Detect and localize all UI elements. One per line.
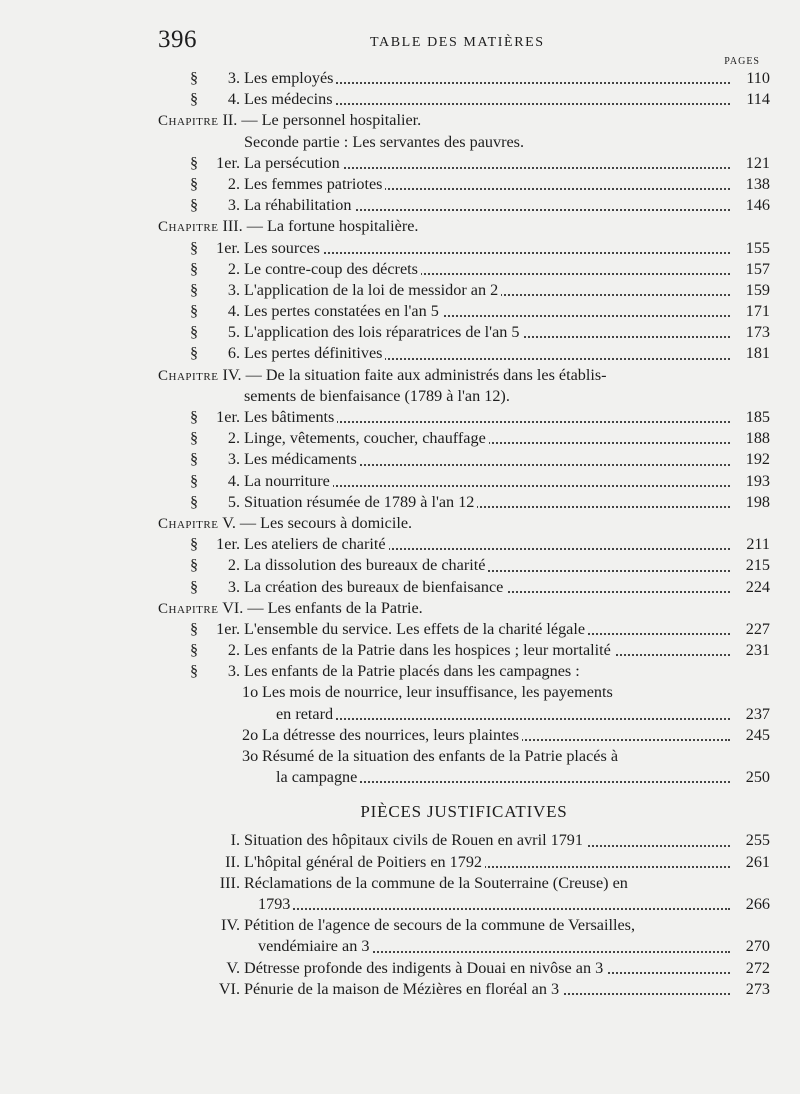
entry-title: Les employés <box>244 69 336 87</box>
sub-entry-number: 1o <box>242 683 259 702</box>
sub-entry-number: 3o <box>242 747 259 765</box>
page-number: 396 <box>158 26 197 53</box>
entry-title: L'ensemble du service. Les effets de la charité légale <box>244 620 588 638</box>
entry-number: 1er. <box>216 153 240 172</box>
entry-page: 227 <box>745 619 770 638</box>
entry-number: 2. <box>227 174 240 193</box>
roman-number: I. <box>230 831 240 850</box>
entry-title: Les ateliers de charité <box>244 535 389 553</box>
entry-title: Situation des hôpitaux civils de Rouen en avril 1791 <box>244 831 586 849</box>
entry-title: La réhabilitation <box>244 196 354 214</box>
section-sign: § <box>190 280 199 299</box>
entry-number: 3. <box>227 196 240 215</box>
entry-page: 159 <box>745 280 770 299</box>
section-sign: § <box>190 662 199 681</box>
chapter-title: III. — La fortune hospitalière. <box>222 217 419 236</box>
chapter-heading <box>158 365 770 386</box>
section-sign: § <box>190 577 199 596</box>
section-sign: § <box>190 471 199 490</box>
chapter-title-continuation <box>158 386 770 407</box>
toc-entry <box>158 534 770 555</box>
entry-title: Les femmes patriotes <box>244 175 385 193</box>
section-sign: § <box>190 344 199 363</box>
entry-title: Situation résumée de 1789 à l'an 12 <box>244 493 477 511</box>
entry-number: 1er. <box>216 238 240 257</box>
roman-number: VI. <box>218 979 240 998</box>
pieces-entry-continuation <box>158 894 770 915</box>
toc-entry <box>158 174 770 195</box>
running-title: TABLE DES MATIÈRES <box>370 35 545 50</box>
entry-number: 3. <box>227 280 240 299</box>
entry-page: 231 <box>745 641 770 660</box>
sub-entry-title: La détresse des nourrices, leurs plaintes <box>262 726 522 744</box>
entry-title: Pénurie de la maison de Mézières en floréal an 3 <box>244 980 562 998</box>
entry-page: 171 <box>745 302 770 321</box>
sub-entry-title: Les mois de nourrice, leur insuffisance, les payements <box>262 683 613 702</box>
entry-page: 237 <box>745 704 770 723</box>
chapter-subtitle-row <box>158 132 770 153</box>
entry-page: 114 <box>746 90 770 109</box>
sub-entry-title-line2: la campagne <box>276 768 360 786</box>
entry-page: 261 <box>745 852 770 871</box>
entry-title: Les pertes définitives <box>244 344 385 362</box>
chapter-heading <box>158 216 770 237</box>
section-sign: § <box>190 302 199 321</box>
entry-page: 224 <box>745 577 770 596</box>
chapter-heading <box>158 513 770 534</box>
toc-entry <box>158 301 770 322</box>
section-sign: § <box>190 69 199 87</box>
toc-entry <box>158 428 770 449</box>
entry-number: 4. <box>227 90 240 109</box>
entry-title: L'application des lois réparatrices de l'an 5 <box>244 323 523 341</box>
entry-number: 2. <box>227 429 240 448</box>
chapter-label: Chapitre <box>158 113 219 130</box>
section-sign: § <box>190 641 199 660</box>
section-sign: § <box>190 238 199 257</box>
section-sign: § <box>190 196 199 215</box>
entry-page: 157 <box>745 259 770 278</box>
table-of-contents <box>158 68 770 1000</box>
entry-page: 215 <box>745 556 770 575</box>
roman-number: III. <box>219 873 240 892</box>
entry-title: Les enfants de la Patrie dans les hospices ; leur mortalité <box>244 641 614 659</box>
section-sign: § <box>190 259 199 278</box>
entry-title: Les médecins <box>244 90 336 108</box>
pieces-entry <box>158 873 770 894</box>
entry-number: 2. <box>227 641 240 660</box>
chapter-label: Chapitre <box>158 600 219 617</box>
section-sign: § <box>190 535 199 554</box>
entry-page: 110 <box>746 69 770 87</box>
entry-page: 193 <box>745 471 770 490</box>
chapter-label: Chapitre <box>158 515 219 532</box>
toc-entry <box>158 280 770 301</box>
entry-title: Pétition de l'agence de secours de la commune de Versailles, <box>244 916 635 935</box>
chapter-title: VI. — Les enfants de la Patrie. <box>222 598 423 617</box>
sub-entry <box>158 682 770 703</box>
entry-title: Les sources <box>244 239 323 257</box>
section-sign: § <box>190 90 199 109</box>
entry-page: 121 <box>745 153 770 172</box>
entry-number: 5. <box>227 492 240 511</box>
section-sign: § <box>190 153 199 172</box>
entry-title: Détresse profonde des indigents à Douai en nivôse an 3 <box>244 959 606 977</box>
entry-title-line2: vendémiaire an 3 <box>258 937 372 955</box>
entry-title: L'application de la loi de messidor an 2 <box>244 281 501 299</box>
pages-column-label: PAGES <box>724 56 760 67</box>
sub-entry-continuation <box>158 767 770 788</box>
section-sign: § <box>190 450 199 469</box>
entry-number: 2. <box>227 259 240 278</box>
entry-number: 5. <box>227 323 240 342</box>
entry-page: 255 <box>745 831 770 850</box>
pieces-entry <box>158 852 770 873</box>
pieces-entry <box>158 958 770 979</box>
entry-title: La dissolution des bureaux de charité <box>244 556 488 574</box>
entry-page: 146 <box>745 196 770 215</box>
section-sign: § <box>190 174 199 193</box>
sub-entry <box>158 725 770 746</box>
entry-page: 198 <box>745 492 770 511</box>
toc-entry <box>158 407 770 428</box>
sub-entry-number: 2o <box>242 725 259 744</box>
sub-entry-title-line2: en retard <box>276 705 336 723</box>
chapter-label: Chapitre <box>158 367 219 384</box>
toc-entry <box>158 343 770 364</box>
section-sign: § <box>190 408 199 426</box>
entry-page: 155 <box>745 238 770 257</box>
chapter-title-line2: sements de bienfaisance (1789 à l'an 12). <box>244 386 510 405</box>
roman-number: V. <box>226 958 240 977</box>
roman-number: II. <box>225 852 240 871</box>
toc-entry <box>158 577 770 598</box>
chapter-title: V. — Les secours à domicile. <box>222 513 413 532</box>
entry-title: Linge, vêtements, coucher, chauffage <box>244 429 489 447</box>
entry-title: Les bâtiments <box>244 408 337 426</box>
entry-number: 4. <box>227 471 240 490</box>
entry-number: 1er. <box>216 619 240 638</box>
toc-entry <box>158 492 770 513</box>
pieces-entry <box>158 915 770 936</box>
entry-page: 138 <box>745 174 770 193</box>
section-sign: § <box>190 556 199 575</box>
chapter-heading <box>158 110 770 131</box>
entry-title: La persécution <box>244 154 343 172</box>
sub-entry-continuation <box>158 704 770 725</box>
entry-page: 273 <box>745 979 770 998</box>
roman-number: IV. <box>220 916 240 935</box>
entry-page: 270 <box>745 937 770 956</box>
entry-page: 181 <box>745 344 770 363</box>
entry-number: 3. <box>227 577 240 596</box>
page-header <box>158 26 762 67</box>
toc-entry <box>158 449 770 470</box>
entry-number: 6. <box>227 344 240 363</box>
section-sign: § <box>190 323 199 342</box>
entry-page: 272 <box>745 958 770 977</box>
toc-entry <box>158 259 770 280</box>
entry-number: 4. <box>227 302 240 321</box>
entry-title: La nourriture <box>244 472 333 490</box>
chapter-subtitle: Seconde partie : Les servantes des pauvres. <box>244 132 525 151</box>
pieces-entry <box>158 979 770 1000</box>
entry-page: 250 <box>745 768 770 787</box>
chapter-title: II. — Le personnel hospitalier. <box>222 111 422 130</box>
chapter-title: IV. — De la situation faite aux administrés dans les établis- <box>222 365 607 384</box>
entry-title: Les pertes constatées en l'an 5 <box>244 302 442 320</box>
toc-entry <box>158 153 770 174</box>
toc-entry <box>158 555 770 576</box>
sub-entry-title: Résumé de la situation des enfants de la Patrie placés à <box>262 747 619 765</box>
toc-entry <box>158 322 770 343</box>
entry-title: Les enfants de la Patrie placés dans les campagnes : <box>244 662 580 681</box>
entry-title: L'hôpital général de Poitiers en 1792 <box>244 853 485 871</box>
toc-entry <box>158 238 770 259</box>
chapter-heading <box>158 598 770 619</box>
toc-entry <box>158 661 770 682</box>
entry-number: 3. <box>227 450 240 469</box>
toc-entry <box>158 195 770 216</box>
section-sign: § <box>190 619 199 638</box>
section-sign: § <box>190 492 199 511</box>
entry-number: 3. <box>227 69 240 87</box>
entry-number: 2. <box>227 556 240 575</box>
entry-number: 1er. <box>216 408 240 426</box>
section-sign: § <box>190 429 199 448</box>
toc-entry <box>158 640 770 661</box>
toc-entry <box>158 89 770 110</box>
chapter-label: Chapitre <box>158 219 219 236</box>
entry-title: Les médicaments <box>244 450 360 468</box>
entry-number: 3. <box>227 662 240 681</box>
entry-page: 266 <box>745 894 770 913</box>
entry-title: La création des bureaux de bienfaisance <box>244 578 506 596</box>
entry-page: 245 <box>745 725 770 744</box>
pieces-heading: PIÈCES JUSTIFICATIVES <box>360 802 568 822</box>
pieces-entry <box>158 830 770 851</box>
entry-page: 185 <box>745 408 770 426</box>
entry-page: 192 <box>745 450 770 469</box>
pieces-entry-continuation <box>158 936 770 957</box>
toc-entry <box>158 68 770 89</box>
entry-page: 188 <box>745 429 770 448</box>
entry-title: Le contre-coup des décrets <box>244 260 421 278</box>
entry-title: Réclamations de la commune de la Souterraine (Creuse) en <box>244 873 628 892</box>
entry-number: 1er. <box>216 535 240 554</box>
entry-page: 173 <box>745 323 770 342</box>
entry-page: 211 <box>746 535 770 554</box>
sub-entry <box>158 746 770 767</box>
entry-title-line2: 1793 <box>258 895 293 913</box>
toc-entry <box>158 619 770 640</box>
toc-entry <box>158 471 770 492</box>
